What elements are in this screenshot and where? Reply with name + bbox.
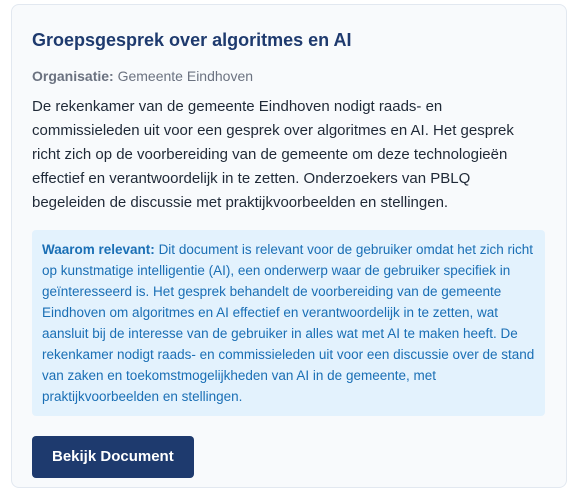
card-title: Groepsgesprek over algoritmes en AI — [32, 30, 352, 50]
view-document-button[interactable]: Bekijk Document — [32, 436, 194, 478]
relevance-box — [32, 230, 545, 416]
organisation-line — [32, 66, 545, 86]
document-card — [11, 4, 567, 488]
organisation-label: Organisatie: — [32, 68, 114, 84]
organisation-value: Gemeente Eindhoven — [117, 68, 254, 84]
card-description: De rekenkamer van de gemeente Eindhoven nodigt raads- en commissieleden uit voor een gesprek over algoritmes en AI. Het gesprek richt zich op de voorbereiding van de gemeente om deze technologieën effectief en verantwoordelijk in te zetten. Onderzoekers van PBLQ begeleiden de discussie met praktijkvoorbeelden en stellingen. — [32, 98, 514, 211]
relevance-text: Dit document is relevant voor de gebruiker omdat het zich richt op kunstmatige intelligentie (AI), een onderwerp waar de gebruiker specifiek in geïnteresseerd is. Het gesprek behandelt de voorbereiding van de gemeente Eindhoven om algoritmes en AI effectief en verantwoordelijk in te zetten, wat aansluit bij de interesse van de gebruiker in alles wat met AI te maken heeft. De rekenkamer nodigt raads- en commissieleden uit voor een discussie over de stand van zaken en toekomstmogelijkheden van AI in de gemeente, met praktijkvoorbeelden en stellingen. — [42, 242, 535, 404]
relevance-label: Waarom relevant: — [42, 242, 155, 257]
